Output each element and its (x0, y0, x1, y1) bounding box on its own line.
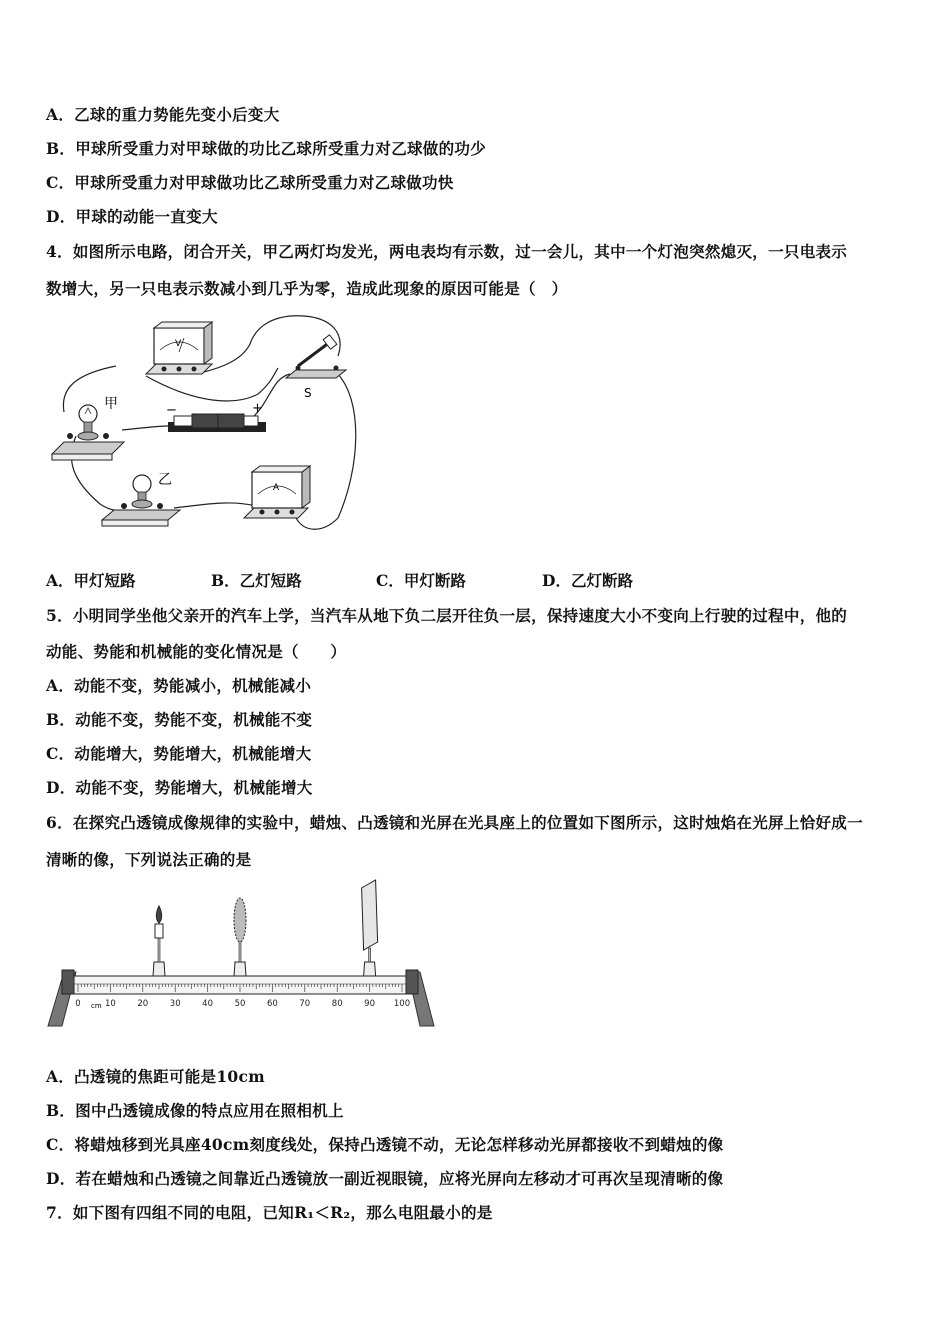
switch (286, 335, 346, 400)
wire (122, 426, 168, 430)
q6-stem-line2: 清晰的像，下列说法正确的是 (46, 850, 252, 869)
q3-option-c: C．甲球所受重力对甲球做功比乙球所受重力对乙球做功快 (46, 173, 454, 192)
q4-option-d: D．乙灯断路 (542, 571, 633, 590)
bench-tick-label: 20 (137, 999, 149, 1009)
wire (196, 316, 340, 374)
ammeter (244, 466, 310, 518)
bench-tick-label: 10 (104, 999, 116, 1009)
bench-end-right (406, 970, 418, 994)
q6-option-a: A．凸透镜的焦距可能是10cm (46, 1067, 265, 1086)
q6-stem-line1: 6．在探究凸透镜成像规律的实验中，蜡烛、凸透镜和光屏在光具座上的位置如下图所示，这时烛焰在光屏上恰好成一 (46, 813, 863, 832)
q3-option-d: D．甲球的动能一直变大 (46, 207, 218, 226)
q6-option-c: C．将蜡烛移到光具座40cm刻度线处，保持凸透镜不动，无论怎样移动光屏都接收不到蜡烛的像 (46, 1135, 724, 1154)
q6-option-d: D．若在蜡烛和凸透镜之间靠近凸透镜放一副近视眼镜，应将光屏向左移动才可再次呈现清晰的像 (46, 1169, 724, 1188)
q5-option-d: D．动能不变，势能增大，机械能增大 (46, 778, 313, 797)
bench-tick-label: 0 (75, 999, 81, 1009)
convex-lens (234, 898, 246, 976)
q4-circuit-diagram (46, 308, 366, 540)
ammeter-label: A (273, 483, 280, 493)
bench-tick-label: 70 (299, 999, 311, 1009)
bench-tick-label: 60 (266, 999, 278, 1009)
q6-option-b: B．图中凸透镜成像的特点应用在照相机上 (46, 1101, 344, 1120)
q5-stem-line2: 动能、势能和机械能的变化情况是（ ） (46, 642, 347, 661)
lamp-yi (102, 472, 180, 526)
lamp-jia (52, 396, 124, 460)
bench-tick-label: 50 (234, 999, 246, 1009)
q3-option-b: B．甲球所受重力对甲球做的功比乙球所受重力对乙球做的功少 (46, 139, 487, 158)
q5-option-a: A．动能不变，势能减小，机械能减小 (46, 676, 312, 695)
battery-minus-label: − (166, 403, 177, 418)
candle (153, 906, 165, 976)
bench-tick-label: 30 (169, 999, 181, 1009)
lamp-jia-label: 甲 (104, 396, 118, 412)
bench-end-left (62, 970, 74, 994)
battery (166, 401, 266, 432)
bench-tick-label: 100 (393, 999, 411, 1009)
q6-optical-bench (44, 876, 436, 1028)
bench-unit-label: cm (91, 1002, 102, 1010)
q4-stem-line2: 数增大，另一只电表示数减小到几乎为零，造成此现象的原因可能是（ ） (46, 279, 568, 298)
q5-stem-line1: 5．小明同学坐他父亲开的汽车上学，当汽车从地下负二层开往负一层，保持速度大小不变向上行驶的过程中，他的 (46, 606, 848, 625)
bench-tick-label: 80 (331, 999, 343, 1009)
q4-stem-line1: 4．如图所示电路，闭合开关，甲乙两灯均发光，两电表均有示数，过一会儿，其中一个灯泡突然熄灭，一只电表示 (46, 242, 848, 261)
voltmeter-label: V (175, 339, 182, 349)
voltmeter (146, 322, 212, 374)
switch-label: S (304, 386, 312, 400)
q4-option-b: B．乙灯短路 (211, 571, 302, 590)
bench-tick-label: 40 (202, 999, 214, 1009)
q4-option-c: C．甲灯断路 (376, 571, 466, 590)
battery-plus-label: + (252, 401, 263, 416)
q5-option-c: C．动能增大，势能增大，机械能增大 (46, 744, 312, 763)
q5-option-b: B．动能不变，势能不变，机械能不变 (46, 710, 313, 729)
q3-option-a: A．乙球的重力势能先变小后变大 (46, 105, 280, 124)
light-screen (362, 880, 378, 976)
q4-option-a: A．甲灯短路 (46, 571, 136, 590)
q4-options (46, 569, 906, 589)
lamp-yi-label: 乙 (158, 472, 172, 488)
bench-tick-label: 90 (364, 999, 376, 1009)
wire (174, 503, 256, 508)
q7-stem: 7．如下图有四组不同的电阻，已知R₁＜R₂，那么电阻最小的是 (46, 1203, 493, 1222)
